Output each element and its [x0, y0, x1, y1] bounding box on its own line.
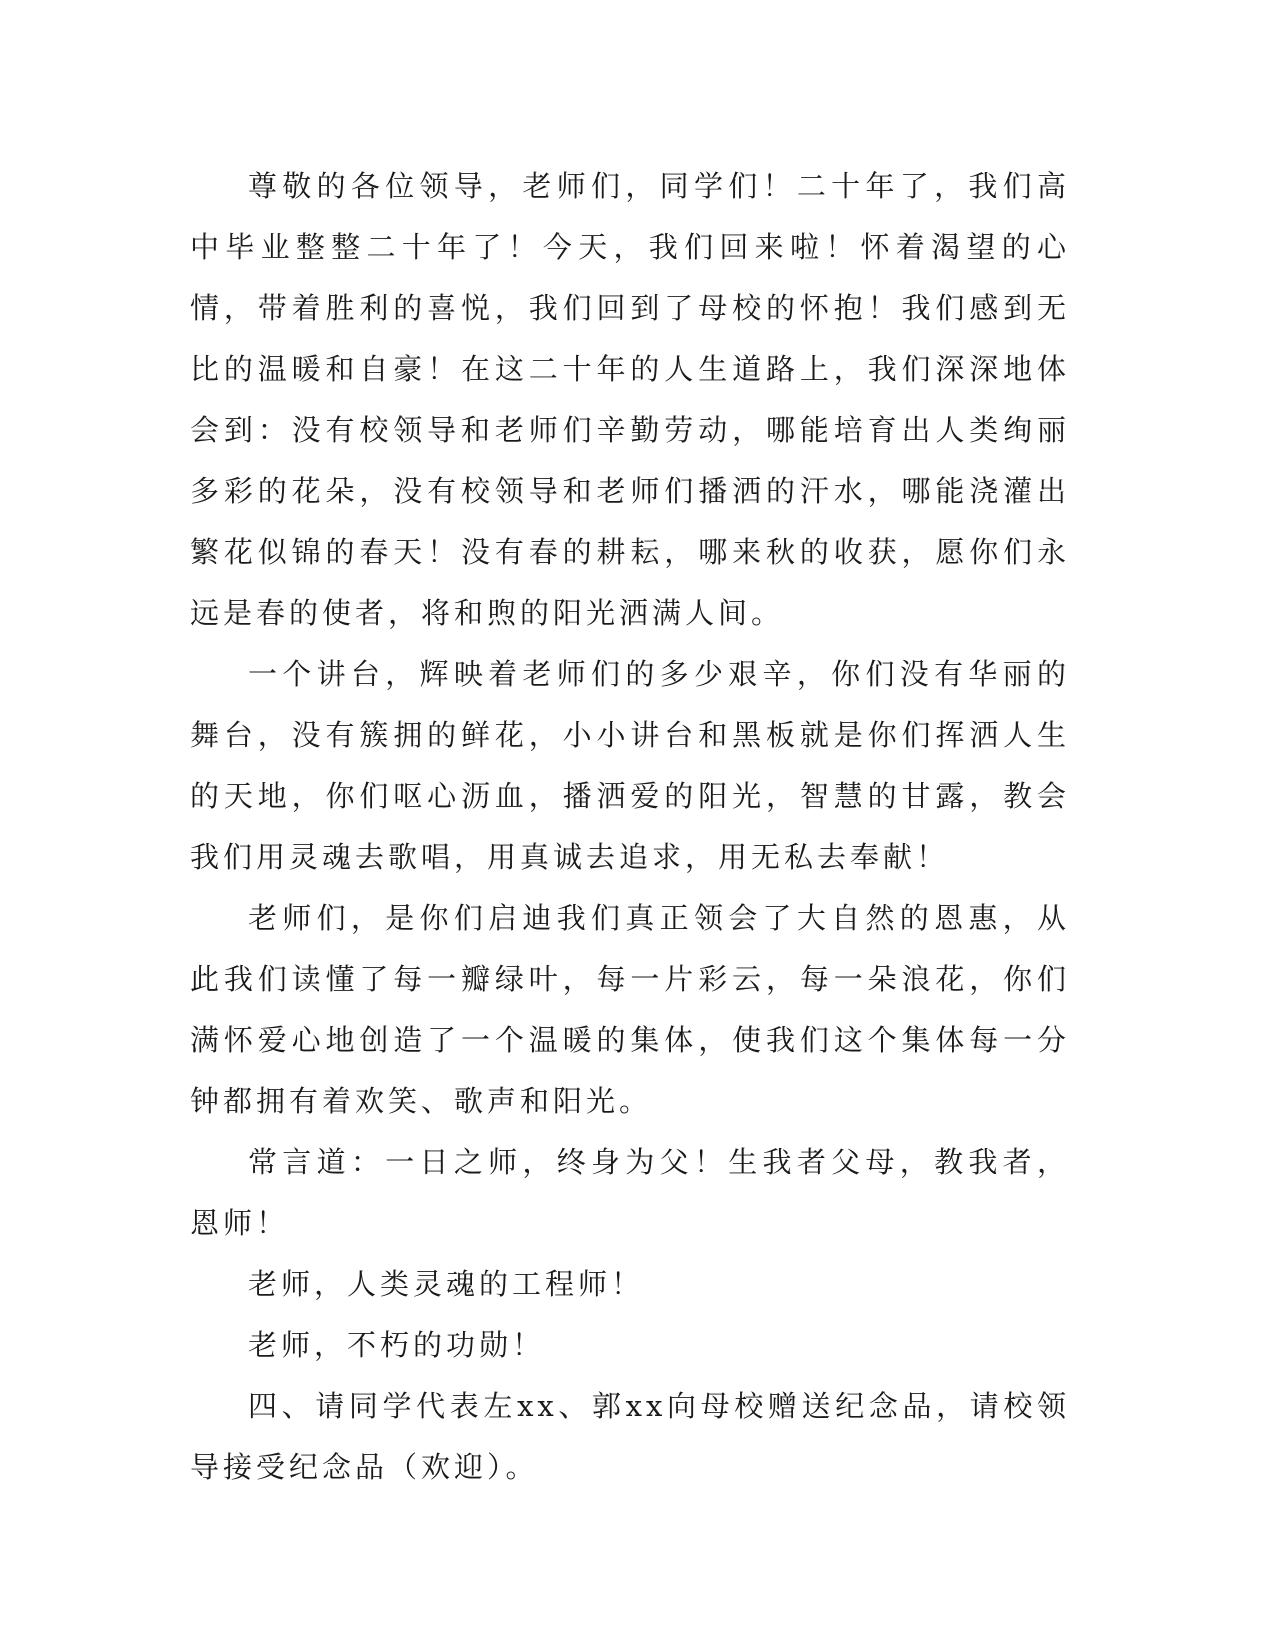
- paragraph-merit: 老师，不朽的功勋！: [248, 1328, 546, 1362]
- document-body: [190, 156, 1070, 1498]
- paragraph-gift: 四、请同学代表左xx、郭xx向母校赠送纪念品，请校领导接受纪念品（欢迎）。: [190, 1389, 1070, 1484]
- paragraph-engineer: 老师，人类灵魂的工程师！: [248, 1267, 645, 1301]
- paragraph-saying: 常言道：一日之师，终身为父！生我者父母，教我者，恩师！: [190, 1145, 1070, 1240]
- paragraph-podium: 一个讲台，辉映着老师们的多少艰辛，你们没有华丽的舞台，没有簇拥的鲜花，小小讲台和黑板就是你们挥洒人生的天地，你们呕心沥血，播洒爱的阳光，智慧的甘露，教会我们用灵魂去歌唱，用真诚去追求，用无私去奉献！: [190, 657, 1070, 874]
- paragraph-greeting: 尊敬的各位领导，老师们，同学们！二十年了，我们高中毕业整整二十年了！今天，我们回来啦！怀着渴望的心情，带着胜利的喜悦，我们回到了母校的怀抱！我们感到无比的温暖和自豪！在这二十年的人生道路上，我们深深地体会到：没有校领导和老师们辛勤劳动，哪能培育出人类绚丽多彩的花朵，没有校领导和老师们播洒的汗水，哪能浇灌出繁花似锦的春天！没有春的耕耘，哪来秋的收获，愿你们永远是春的使者，将和煦的阳光洒满人间。: [190, 169, 1070, 630]
- paragraph-teachers: 老师们，是你们启迪我们真正领会了大自然的恩惠，从此我们读懂了每一瓣绿叶，每一片彩云，每一朵浪花，你们满怀爱心地创造了一个温暖的集体，使我们这个集体每一分钟都拥有着欢笑、歌声和阳光。: [190, 901, 1070, 1118]
